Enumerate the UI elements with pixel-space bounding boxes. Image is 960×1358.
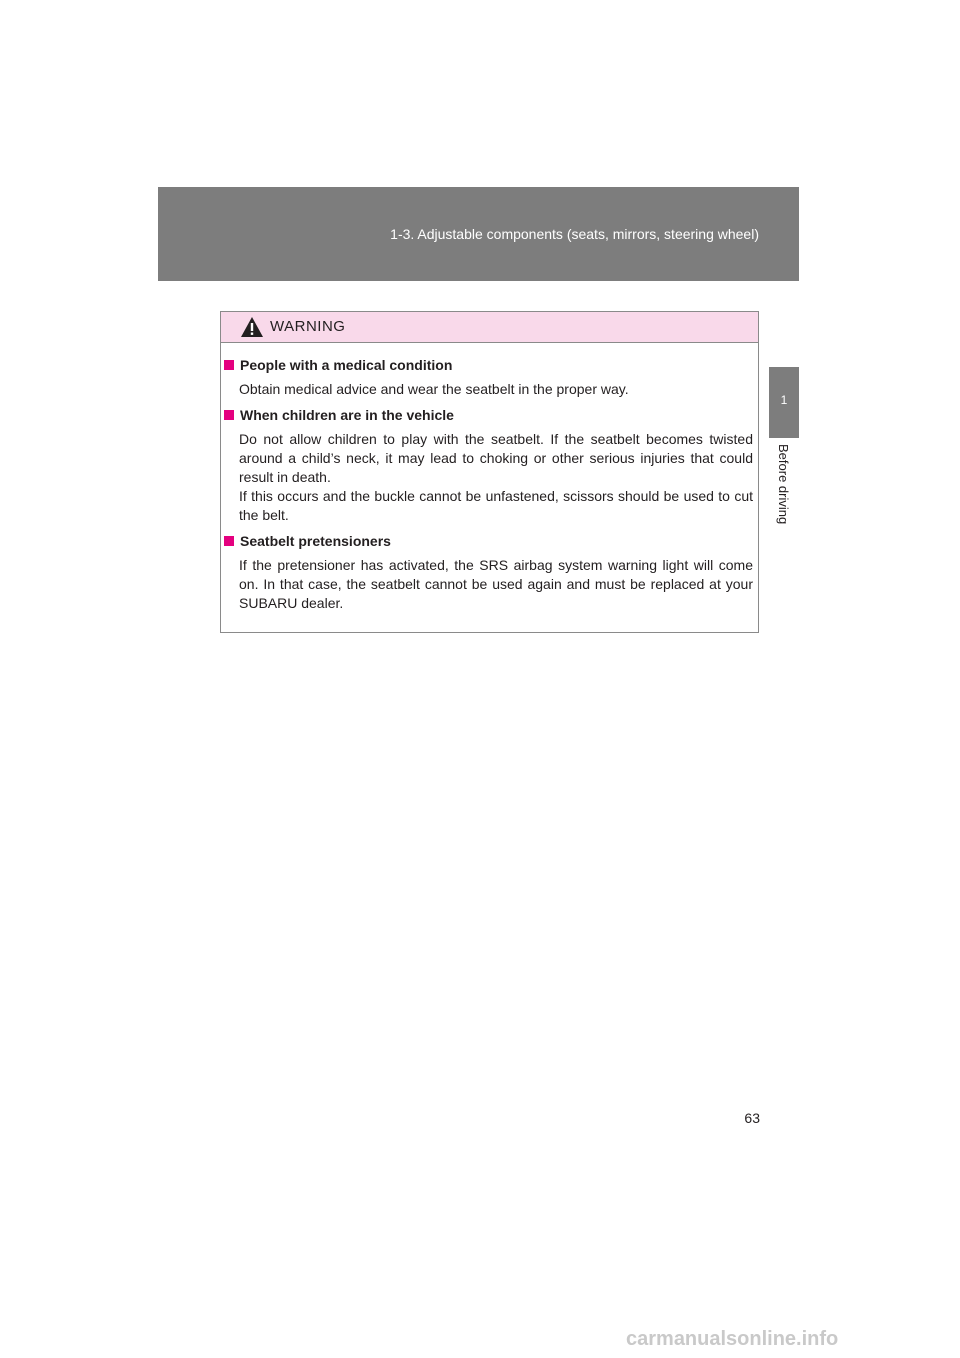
- paragraph: Obtain medical advice and wear the seatbelt in the proper way.: [239, 381, 629, 397]
- warning-triangle-icon: [240, 316, 264, 338]
- section-text: [221, 380, 753, 399]
- section-text: [221, 556, 753, 613]
- section-heading-text: People with a medical condition: [240, 357, 453, 373]
- section-heading-text: When children are in the vehicle: [240, 407, 454, 423]
- section-heading-text: Seatbelt pretensioners: [240, 533, 391, 549]
- chapter-header-band: [158, 187, 799, 281]
- square-bullet-icon: [224, 360, 234, 370]
- square-bullet-icon: [224, 536, 234, 546]
- chapter-tab-label-container: [769, 444, 799, 544]
- warning-label: WARNING: [270, 318, 346, 335]
- warning-section-children: [221, 405, 753, 525]
- section-title: 1-3. Adjustable components (seats, mirrors, steering wheel): [390, 226, 759, 242]
- paragraph: If this occurs and the buckle cannot be unfastened, scissors should be used to cut the belt.: [239, 488, 753, 523]
- chapter-tab: [769, 367, 799, 438]
- page-number: 63: [744, 1110, 760, 1126]
- section-heading: [221, 531, 753, 551]
- chapter-number: 1: [780, 393, 788, 407]
- warning-section-medical: [221, 355, 753, 399]
- section-text: [221, 430, 753, 525]
- warning-section-pretensioners: [221, 531, 753, 613]
- watermark: carmanualsonline.info: [626, 1328, 839, 1350]
- paragraph: If the pretensioner has activated, the SRS airbag system warning light will come on. In that case, the seatbelt cannot be used again and must be replaced at your SUBARU dealer.: [239, 557, 753, 611]
- warning-body: [221, 343, 758, 613]
- warning-header: [221, 312, 758, 343]
- section-heading: [221, 355, 753, 375]
- paragraph: Do not allow children to play with the seatbelt. If the seatbelt becomes twisted around a child’s neck, it may lead to choking or other serious injuries that could result in death.: [239, 431, 753, 485]
- chapter-label: Before driving: [776, 444, 791, 525]
- section-heading: [221, 405, 753, 425]
- square-bullet-icon: [224, 410, 234, 420]
- warning-box: [220, 311, 759, 633]
